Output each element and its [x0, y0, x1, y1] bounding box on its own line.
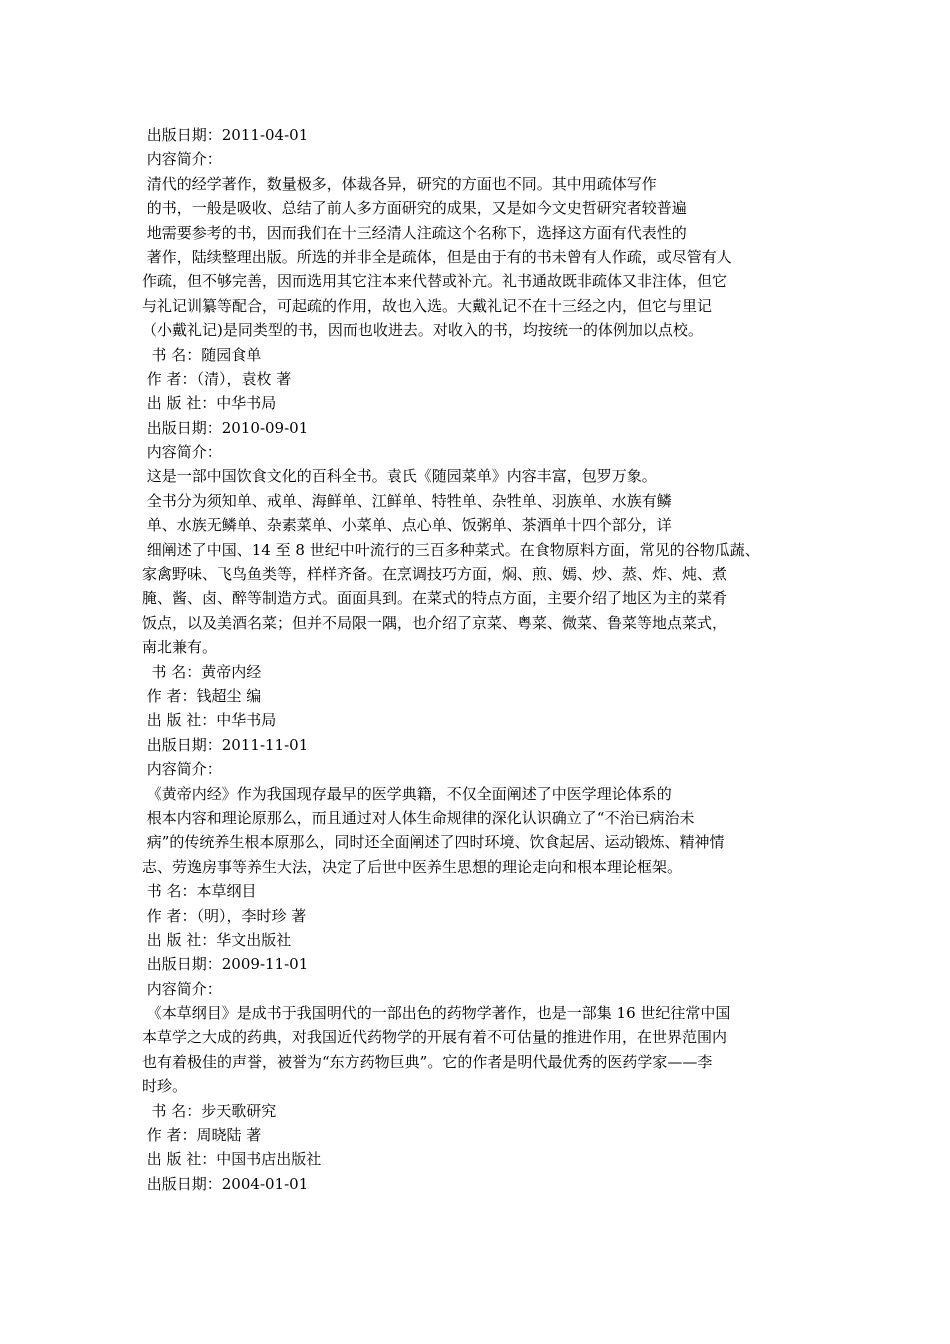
text-line: 作 者：周晓陆 著 [142, 1126, 262, 1145]
text-line: 全书分为须知单、戒单、海鲜单、江鲜单、特牲单、杂牲单、羽族单、水族有鳞 [142, 491, 672, 510]
text-line: 内容简介： [142, 760, 222, 779]
text-line: 出 版 社：中华书局 [142, 394, 277, 413]
text-line: 作 者：（清），袁枚 著 [142, 369, 292, 388]
text-line: 本草学之大成的药典，对我国近代药物学的开展有着不可估量的推进作用，在世界范围内 [142, 1028, 728, 1047]
text-line: 清代的经学著作，数量极多，体裁各异，研究的方面也不同。其中用疏体写作 [142, 174, 657, 193]
text-line: 著作，陆续整理出版。所选的并非全是疏体，但是由于有的书未曾有人作疏，或尽管有人 [142, 247, 732, 266]
text-line: 书 名：黄帝内经 [142, 662, 262, 681]
text-line: 这是一部中国饮食文化的百科全书。袁氏《随园菜单》内容丰富，包罗万象。 [142, 467, 657, 486]
text-line: 南北兼有。 [142, 638, 218, 657]
text-line: 也有着极佳的声誉，被誉为“东方药物巨典”。它的作者是明代最优秀的医药学家——李 [142, 1052, 713, 1071]
text-line: 与礼记训纂等配合，可起疏的作用，故也入选。大戴礼记不在十三经之内，但它与里记 [142, 296, 713, 315]
text-line: 《黄帝内经》作为我国现存最早的医学典籍，不仅全面阐述了中医学理论体系的 [142, 784, 672, 803]
text-line: 作疏，但不够完善，因而选用其它注本来代替或补亢。礼书通故既非疏体又非注体，但它 [142, 272, 728, 291]
text-line: 作 者：（明），李时珍 著 [142, 906, 307, 925]
text-line: 单、水族无鳞单、杂素菜单、小菜单、点心单、饭粥单、茶酒单十四个部分，详 [142, 516, 672, 535]
text-line: 细阐述了中国、14 至 8 世纪中叶流行的三百多种菜式。在食物原料方面，常见的谷物瓜蔬、 [142, 540, 760, 559]
text-line: 出版日期：2010-09-01 [142, 418, 309, 437]
text-line: 饭点，以及美酒名菜；但并不局限一隅，也介绍了京菜、粤菜、微菜、鲁菜等地点菜式， [142, 613, 728, 632]
text-line: 出 版 社：华文出版社 [142, 930, 292, 949]
text-line: 《本草纲目》是成书于我国明代的一部出色的药物学著作，也是一部集 16 世纪往常中国 [142, 1004, 731, 1023]
text-line: 的书，一般是吸收、总结了前人多方面研究的成果，又是如今文史哲研究者较普遍 [142, 199, 687, 218]
document-text [142, 123, 822, 1196]
text-line: 出版日期：2011-04-01 [142, 126, 309, 144]
text-line: 书 名：步天歌研究 [142, 1101, 277, 1120]
text-line: 出 版 社：中华书局 [142, 711, 277, 730]
text-line: 作 者：钱超尘 编 [142, 686, 262, 705]
text-line: 病”的传统养生根本原那么，同时还全面阐述了四时环境、饮食起居、运动锻炼、精神情 [142, 833, 725, 852]
text-line: 出 版 社：中国书店出版社 [142, 1150, 322, 1169]
text-line: 内容简介： [142, 979, 222, 998]
text-line: 内容简介： [142, 443, 222, 462]
text-line: 地需要参考的书，因而我们在十三经清人注疏这个名称下，选择这方面有代表性的 [142, 223, 687, 242]
text-line: 根本内容和理论原那么，而且通过对人体生命规律的深化认识确立了“不治已病治未 [142, 808, 695, 827]
text-line: 书 名：本草纲目 [142, 882, 257, 901]
text-line: 时珍。 [142, 1077, 188, 1096]
text-line: 出版日期：2009-11-01 [142, 955, 309, 974]
text-line: 出版日期：2011-11-01 [142, 735, 309, 754]
text-line: 书 名：随园食单 [142, 345, 262, 364]
text-line: 家禽野味、飞鸟鱼类等，样样齐备。在烹调技巧方面，焖、煎、嫣、炒、蒸、炸、炖、煮 [142, 565, 728, 584]
text-line: 志、劳逸房事等养生大法，决定了后世中医养生思想的理论走向和根本理论框架。 [142, 857, 683, 876]
text-line: 腌、酱、卤、醉等制造方式。面面具到。在菜式的特点方面，主要介绍了地区为主的菜肴 [142, 589, 728, 608]
text-line: 内容简介： [142, 150, 222, 169]
text-line: 出版日期：2004-01-01 [142, 1174, 309, 1193]
text-line: （小戴礼记)是同类型的书，因而也收进去。对收入的书，均按统一的体例加以点校。 [142, 321, 703, 340]
